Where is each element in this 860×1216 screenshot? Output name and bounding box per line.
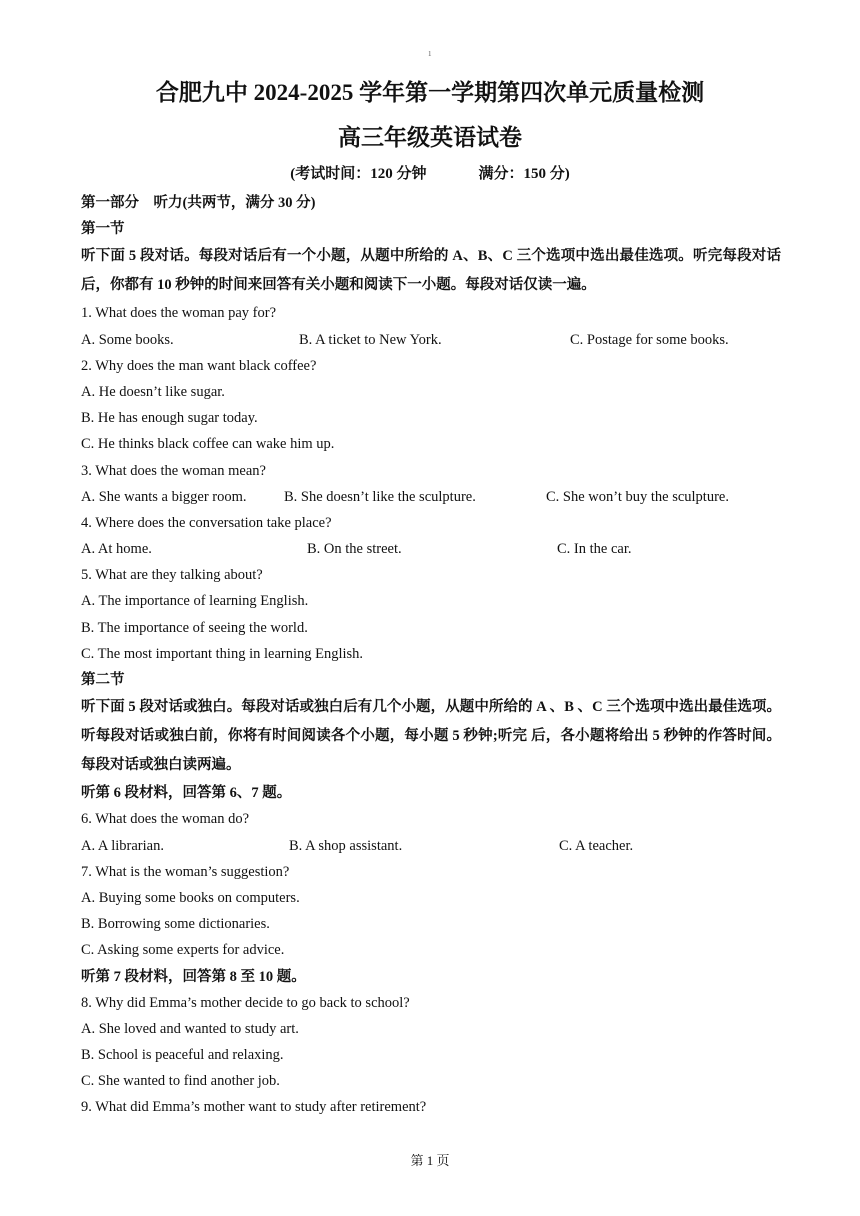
option-a: A. The importance of learning English.: [81, 593, 309, 610]
option-c: C. Asking some experts for advice.: [81, 942, 285, 959]
exam-score: 满分：150 分): [478, 166, 570, 182]
option-a: A. He doesn’t like sugar.: [81, 383, 225, 400]
question-stem: 2. Why does the man want black coffee?: [81, 357, 317, 374]
question-stem: 7. What is the woman’s suggestion?: [81, 863, 290, 880]
option-b: B. On the street.: [307, 541, 402, 558]
exam-title: 合肥九中 2024-2025 学年第一学期第四次单元质量检测: [155, 80, 705, 105]
option-c: C. In the car.: [557, 541, 632, 558]
question-stem: 6. What does the woman do?: [81, 811, 250, 828]
option-a: A. She loved and wanted to study art.: [81, 1020, 299, 1037]
question-stem: 5. What are they talking about?: [81, 567, 263, 584]
option-c: C. She wanted to find another job.: [81, 1073, 280, 1090]
part1-heading: 第一部分 听力(共两节，满分 30 分): [81, 195, 316, 211]
section1-heading: 第一节: [81, 221, 125, 238]
exam-content: [81, 190, 781, 1121]
question-stem: 8. Why did Emma’s mother decide to go back to school?: [81, 994, 410, 1011]
question-options: [81, 327, 781, 353]
exam-info: [0, 162, 860, 183]
section2-heading: 第二节: [81, 672, 125, 688]
option-c: C. Postage for some books.: [570, 331, 729, 348]
option-b: B. The importance of seeing the world.: [81, 619, 308, 636]
option-b: B. A ticket to New York.: [299, 331, 442, 348]
question-options: [81, 484, 781, 510]
exam-subtitle: 高三年级英语试卷: [338, 125, 522, 150]
page-number: 第 1 页: [410, 1153, 450, 1168]
option-c: C. She won’t buy the sculpture.: [546, 488, 729, 505]
question-options: [81, 536, 781, 562]
option-a: A. Some books.: [81, 331, 174, 348]
option-b: B. He has enough sugar today.: [81, 410, 258, 427]
page-mark: 1: [428, 50, 432, 58]
question-stem: 9. What did Emma’s mother want to study after retirement?: [81, 1099, 427, 1116]
section2-instructions: 听下面 5 段对话或独白。每段对话或独白后有几个小题，从题中所给的 A 、B 、C 三个选项中选出最佳选项。听每段对话或独白前，你将有时间阅读各个小题，每小题 5 秒钟;听完 后，各小题将给出 5 秒钟的作答时间。每段对话或独白读两遍。: [81, 699, 781, 774]
question-stem: 4. Where does the conversation take place?: [81, 514, 332, 531]
option-b: B. She doesn’t like the sculpture.: [284, 488, 476, 505]
option-a: A. Buying some books on computers.: [81, 889, 300, 906]
question-stem: 3. What does the woman mean?: [81, 462, 266, 479]
option-c: C. The most important thing in learning English.: [81, 645, 364, 662]
option-a: A. At home.: [81, 541, 152, 558]
material-heading: 听第 7 段材料，回答第 8 至 10 题。: [81, 968, 306, 985]
option-a: A. A librarian.: [81, 837, 164, 854]
option-c: C. He thinks black coffee can wake him up.: [81, 436, 335, 453]
question-stem: 1. What does the woman pay for?: [81, 305, 277, 322]
option-c: C. A teacher.: [559, 837, 634, 854]
option-b: B. Borrowing some dictionaries.: [81, 916, 270, 933]
option-a: A. She wants a bigger room.: [81, 488, 247, 505]
question-options: [81, 833, 781, 859]
exam-time: (考试时间：120 分钟: [290, 166, 427, 182]
section1-instructions: 听下面 5 段对话。每段对话后有一个小题，从题中所给的 A、B、C 三个选项中选出最佳选项。听完每段对话后，你都有 10 秒钟的时间来回答有关小题和阅读下一小题。每段对话仅读一遍。: [81, 248, 781, 294]
option-b: B. A shop assistant.: [289, 837, 403, 854]
option-b: B. School is peaceful and relaxing.: [81, 1047, 284, 1064]
material-heading: 听第 6 段材料，回答第 6、7 题。: [81, 785, 292, 802]
